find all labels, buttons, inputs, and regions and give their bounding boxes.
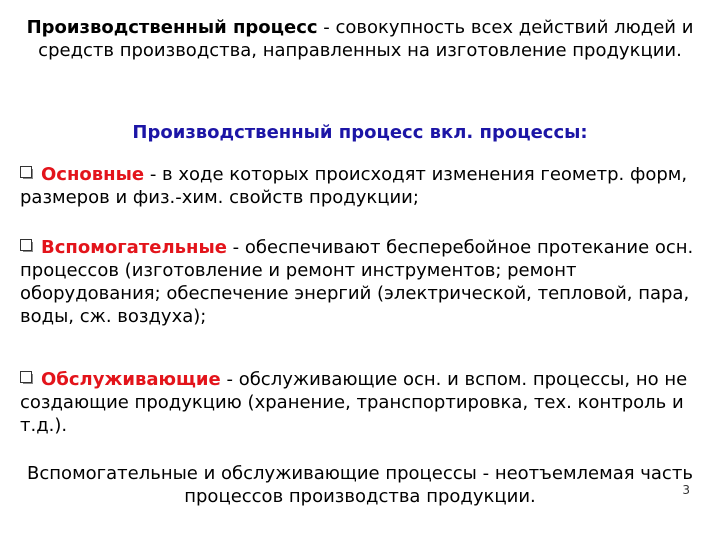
definition-term: Производственный процесс: [26, 17, 318, 38]
page-number: 3: [682, 483, 690, 497]
process-term: Обслуживающие: [41, 369, 221, 390]
definition-paragraph: [20, 16, 700, 62]
checkbox-bullet-icon: [20, 166, 35, 181]
process-term: Вспомогательные: [41, 237, 227, 258]
process-description: - обеспечивают бесперебойное протекание осн. процессов (изготовление и ремонт инструментов; ремонт оборудования; обеспечение энергий (электрической, тепловой, пара, воды, сж. воздуха);: [20, 237, 694, 327]
process-term: Основные: [41, 164, 145, 185]
definition-text: - совокупность всех действий людей и средств производства, направленных на изготовление продукции.: [38, 17, 694, 61]
process-description: - обслуживающие осн. и вспом. процессы, но не создающие продукцию (хранение, транспортировка, тех. контроль и т.д.).: [20, 369, 688, 436]
checkbox-bullet-icon: [20, 371, 35, 386]
checkbox-bullet-icon: [20, 239, 35, 254]
process-item-servicing: [20, 368, 700, 437]
process-description: - в ходе которых происходят изменения геометр. форм, размеров и физ.-хим. свойств продукции;: [20, 164, 688, 208]
process-item-main: [20, 163, 700, 209]
section-subheading: Производственный процесс вкл. процессы:: [132, 122, 588, 143]
process-item-auxiliary: [20, 236, 700, 328]
conclusion-paragraph: Вспомогательные и обслуживающие процессы - неотъемлемая часть процессов производства продукции.: [27, 463, 693, 507]
